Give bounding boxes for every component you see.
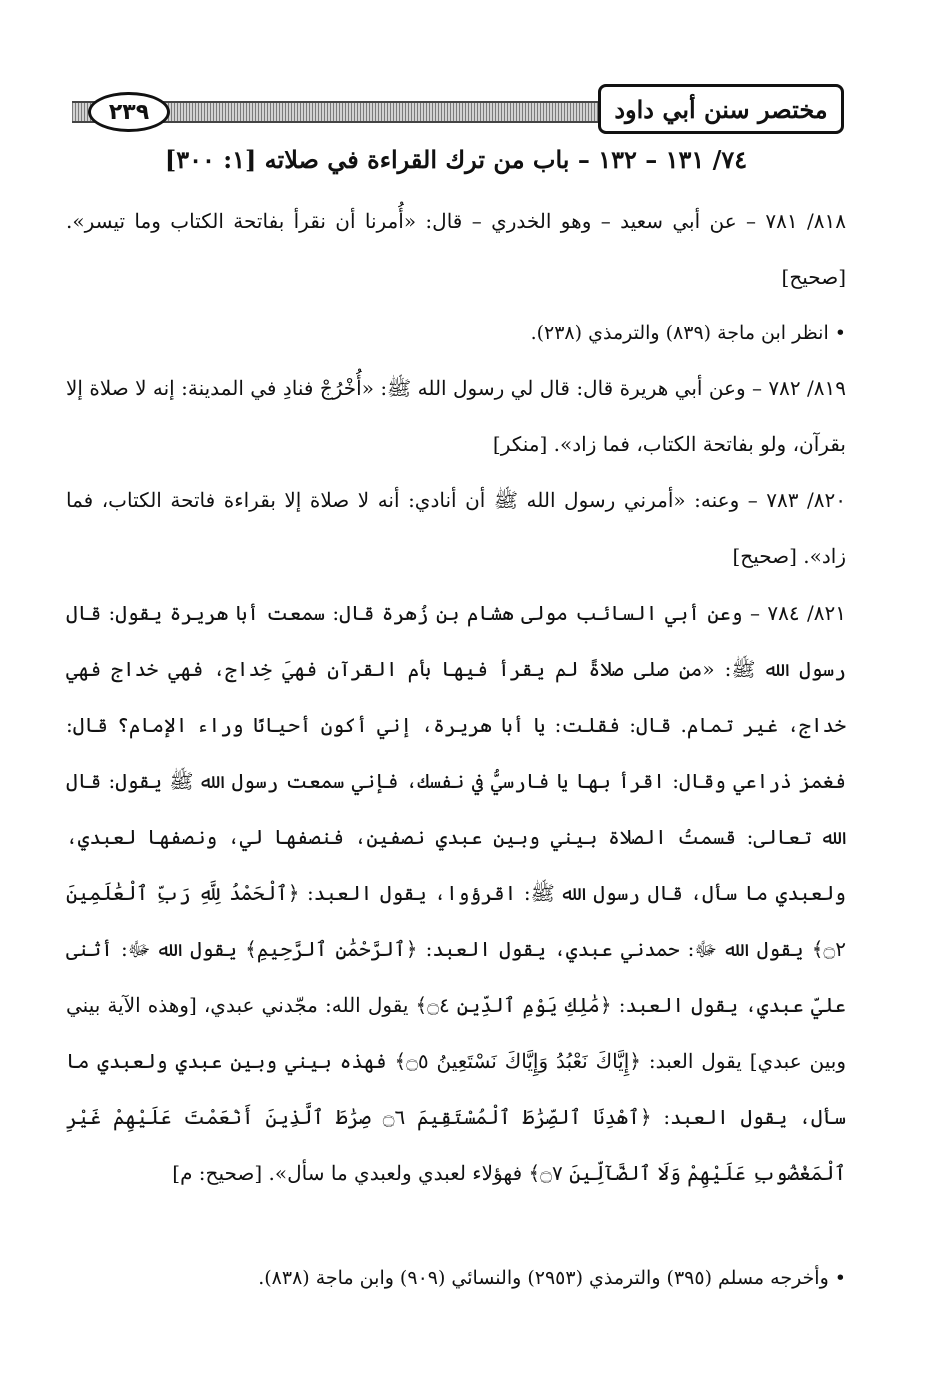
hadith-818-note: • انظر ابن ماجة (٨٣٩) والترمذي (٢٣٨). <box>530 322 846 344</box>
hadith-819: ٨١٩/ ٧٨٢ – وعن أبي هريرة قال: قال لي رسول الله ﷺ: «أُخْرُجْ فنادِ في المدينة: إنه لا صلاة إلا بقرآن، ولو بفاتحة الكتاب، فما زاد». [منكر] <box>66 376 846 456</box>
hadith-818: ٨١٨/ ٧٨١ – عن أبي سعيد – وهو الخدري – قال: «أُمرنا أن نقرأ بفاتحة الكتاب وما تيسر». [صحيح] <box>66 209 846 289</box>
chapter-title: ٧٤/ ١٣١ – ١٣٢ – باب من ترك القراءة في صلاته [١: ٣٠٠] <box>164 145 748 174</box>
hadith-821-note: • وأخرجه مسلم (٣٩٥) والترمذي (٢٩٥٣) والنسائي (٩٠٩) وابن ماجة (٨٣٨). <box>258 1267 846 1289</box>
page-number: ٢٣٩ <box>88 92 170 132</box>
hadith-821: ٨٢١/ ٧٨٤ – وعن أبي السائب مولى هشام بن زُهرة قال: سمعت أبا هريرة يقول: قال رسول الله ﷺ: «من صلى صلاةً لم يقرأ فيها بأم القرآن فهيَ خِداج، فهي خداج فهي خداج، غير تمام. قال: فقلت: يا أبا هريرة، إني أكون أحيانًا وراء الإمام؟ قال: فغمز ذراعي وقال: اقرأ بها يا فارسيُّ في نفسك، فإني سمعت رسول الله ﷺ يقول: قال الله تعالى: قسمتُ الصلاة بيني وبين عبدي نصفين، فنصفها لي، ونصفها لعبدي، ولعبدي ما سأل، قال رسول الله ﷺ: اقرؤوا، يقول العبد: ﴿ٱلْحَمْدُ لِلَّهِ رَبِّ ٱلْعَٰلَمِينَ ۝٢﴾ يقول الله ﷻ: حمدني عبدي، يقول العبد: ﴿ٱلرَّحْمَٰنِ ٱلرَّحِيمِ﴾ يقول الله ﷻ: أثنى عليّ عبدي، يقول العبد: ﴿مَٰلِكِ يَوْمِ ٱلدِّينِ ۝٤﴾ يقول الله: مجّدني عبدي، [وهذه الآية بيني وبين عبدي] يقول العبد: ﴿إِيَّاكَ نَعْبُدُ وَإِيَّاكَ نَسْتَعِينُ ۝٥﴾ فهذه بيني وبين عبدي ولعبدي ما سأل، يقول العبد: ﴿ٱهْدِنَا ٱلصِّرَٰطَ ٱلْمُسْتَقِيمَ ۝٦ صِرَٰطَ ٱلَّذِينَ أَنْعَمْتَ عَلَيْهِمْ غَيْرِ ٱلْمَغْضُوبِ عَلَيْهِمْ وَلَا ٱلضَّآلِّينَ ۝٧﴾ فهؤلاء لعبدي ولعبدي ما سأل». [صحيح: م] <box>66 601 847 1185</box>
book-title: مختصر سنن أبي داود <box>598 84 844 134</box>
hadith-820: ٨٢٠/ ٧٨٣ – وعنه: «أمرني رسول الله ﷺ أن أنادي: أنه لا صلاة إلا بقراءة فاتحة الكتاب، فما زاد». [صحيح] <box>66 488 846 568</box>
